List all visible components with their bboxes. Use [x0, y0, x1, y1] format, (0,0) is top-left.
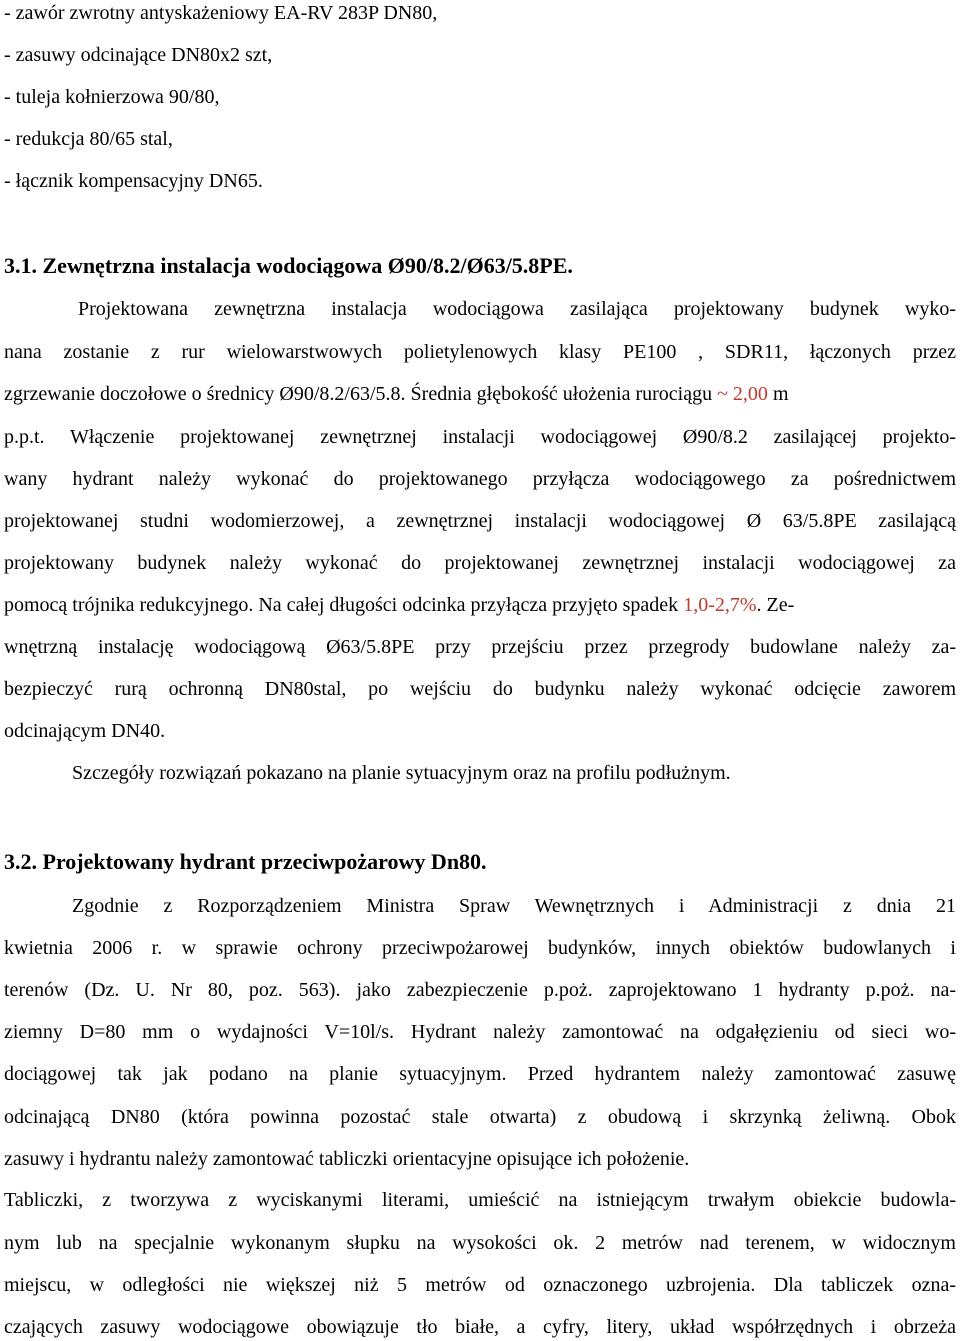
paragraph-line: nana zostanie z rur wielowarstwowych polietylenowych klasy PE100 , SDR11, łączonych przez [4, 341, 956, 363]
paragraph-line: p.p.t. Włączenie projektowanej zewnętrznej instalacji wodociągowej Ø90/8.2 zasilającej projekto- [4, 426, 956, 448]
paragraph-line: bezpieczyć rurą ochronną DN80stal, po wejściu do budynku należy wykonać odcięcie zaworem [4, 678, 956, 700]
paragraph-line: wany hydrant należy wykonać do projektowanego przyłącza wodociągowego za pośrednictwem [4, 468, 956, 490]
paragraph-line: odcinającą DN80 (która powinna pozostać stale otwarta) z obudową i skrzynką żeliwną. Obok [4, 1106, 956, 1128]
section-heading: 3.1. Zewnętrzna instalacja wodociągowa Ø90/8.2/Ø63/5.8PE. [4, 253, 573, 278]
depth-value: ~ 2,00 [717, 383, 768, 405]
line-text-after: . Ze- [756, 594, 795, 616]
paragraph-line: miejscu, w odległości nie większej niż 5 metrów od oznaczonego uzbrojenia. Dla tabliczek ozna- [4, 1274, 956, 1296]
list-item: - zawór zwrotny antyskażeniowy EA-RV 283P DN80, [4, 2, 438, 24]
paragraph-line: Tabliczki, z tworzywa z wyciskanymi literami, umieścić na istniejącym trwałym obiekcie budowla- [4, 1189, 956, 1211]
paragraph-line: ziemny D=80 mm o wydajności V=10l/s. Hydrant należy zamontować na odgałęzieniu od sieci wo- [4, 1021, 956, 1043]
list-item: - tuleja kołnierzowa 90/80, [4, 86, 220, 108]
paragraph-line: kwietnia 2006 r. w sprawie ochrony przeciwpożarowej budynków, innych obiektów budowlanych i [4, 937, 956, 959]
line-text: pomocą trójnika redukcyjnego. Na całej długości odcinka przyłącza przyjęto spadek [4, 594, 684, 616]
paragraph-line: zasuwy i hydrantu należy zamontować tabliczki orientacyjne opisujące ich położenie. [4, 1148, 690, 1170]
list-item: - łącznik kompensacyjny DN65. [4, 170, 263, 192]
section-heading: 3.2. Projektowany hydrant przeciwpożarowy Dn80. [4, 849, 487, 874]
paragraph-line: Zgodnie z Rozporządzeniem Ministra Spraw Wewnętrznych i Administracji z dnia 21 [72, 895, 956, 917]
slope-value: 1,0-2,7% [683, 594, 757, 616]
paragraph-line: nym lub na specjalnie wykonanym słupku na wysokości ok. 2 metrów nad terenem, w widocznym [4, 1232, 956, 1254]
paragraph-line: czających zasuwy wodociągowe obowiązuje tło białe, a cyfry, litery, układ współrzędnych i obrzeża [4, 1316, 956, 1338]
paragraph-line: Szczegóły rozwiązań pokazano na planie sytuacyjnym oraz na profilu podłużnym. [72, 762, 731, 784]
depth-unit: m [767, 383, 789, 405]
line-text: zgrzewanie doczołowe o średnicy Ø90/8.2/63/5.8. Średnia głębokość ułożenia rurociągu [4, 383, 718, 405]
list-item: - redukcja 80/65 stal, [4, 128, 173, 150]
paragraph-line: Projektowana zewnętrzna instalacja wodociągowa zasilająca projektowany budynek wyko- [78, 298, 956, 320]
paragraph-line [4, 594, 794, 617]
paragraph-line: projektowany budynek należy wykonać do projektowanej zewnętrznej instalacji wodociągowej za [4, 552, 956, 574]
paragraph-line: odcinającym DN40. [4, 720, 166, 742]
paragraph-line [4, 383, 789, 406]
paragraph-line: projektowanej studni wodomierzowej, a zewnętrznej instalacji wodociągowej Ø 63/5.8PE zasilającą [4, 510, 956, 532]
paragraph-line: wnętrzną instalację wodociągową Ø63/5.8PE przy przejściu przez przegrody budowlane należy za- [4, 636, 956, 658]
list-item: - zasuwy odcinające DN80x2 szt, [4, 44, 273, 66]
paragraph-line: terenów (Dz. U. Nr 80, poz. 563). jako zabezpieczenie p.poż. zaprojektowano 1 hydranty p.poż. na- [4, 979, 956, 1001]
paragraph-line: dociągowej tak jak podano na planie sytuacyjnym. Przed hydrantem należy zamontować zasuwę [4, 1063, 956, 1085]
